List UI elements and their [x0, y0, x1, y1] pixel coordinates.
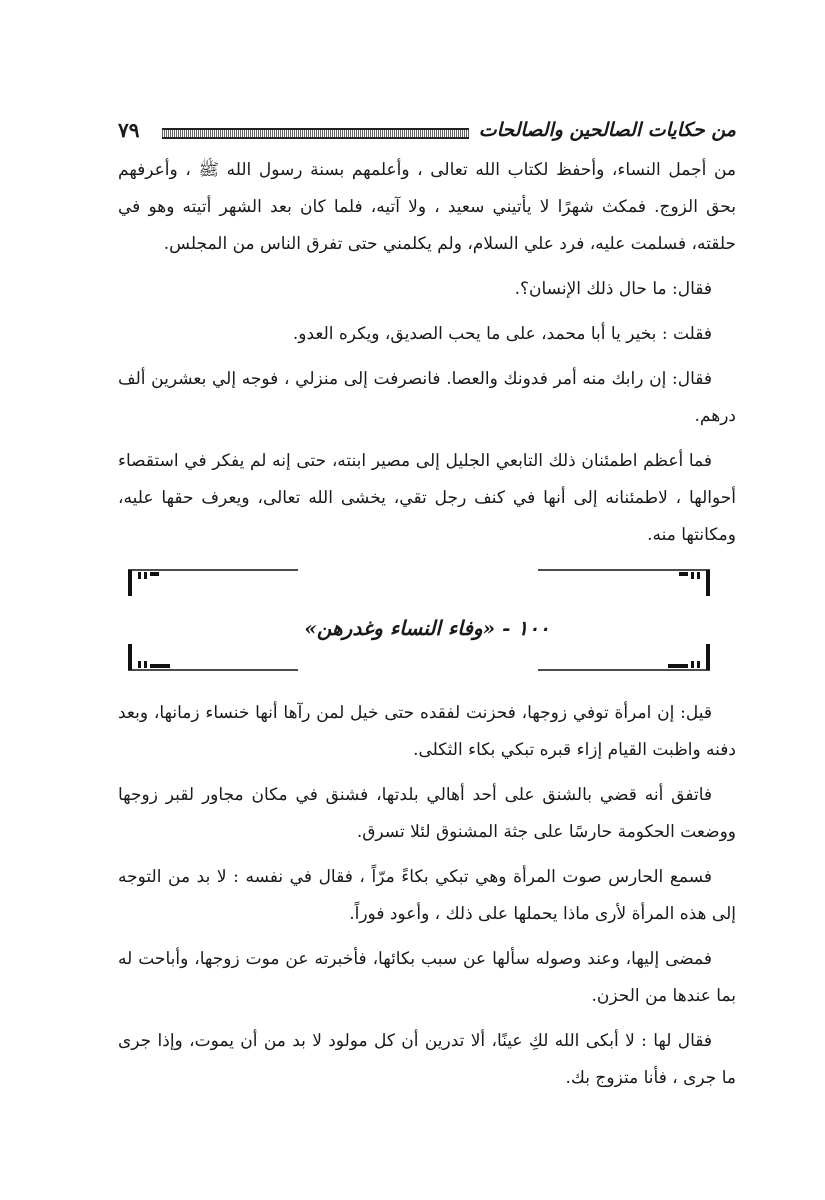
paragraph: فسمع الحارس صوت المرأة وهي تبكي بكاءً مرّاً ، فقال في نفسه : لا بد من التوجه إلى هذه المرأة لأرى ماذا يحملها على ذلك ، وأعود فوراً.: [118, 867, 736, 924]
paragraph: من أجمل النساء، وأحفظ لكتاب الله تعالى ، وأعلمهم بسنة رسول الله ﷺ ، وأعرفهم بحق الزوج. فمكث شهرًا لا يأتيني سعيد ، ولا آتيه، فلما كان بعد الشهر أتيته وهو في حلقته، فسلمت عليه، فرد علي السلام، ولم يكلمني حتى تفرق الناس من المجلس.: [118, 160, 736, 254]
paragraph: فمضى إليها، وعند وصوله سألها عن سبب بكائها، فأخبرته عن موت زوجها، وأباحت له بما عندها من الحزن.: [118, 949, 736, 1006]
paragraph: فما أعظم اطمئنان ذلك التابعي الجليل إلى مصير ابنته، حتى إنه لم يفكر في استقصاء أحوالها ، لاطمئنانه إلى أنها في كنف رجل تقي، يخشى الله تعالى، ويعرف حقها عليه، ومكانتها منه.: [118, 451, 736, 545]
paragraph: فقال لها : لا أبكى الله لكِ عينًا، ألا تدرين أن كل مولود لا بد من أن يموت، وإذا جرى ما جرى ، فأنا متزوج بك.: [118, 1031, 736, 1088]
page-number: ٧٩: [118, 118, 140, 142]
header-rule: [162, 128, 469, 139]
paragraph: فاتفق أنه قضي بالشنق على أحد أهالي بلدتها، فشنق في مكان مجاور لقبر زوجها ووضعت الحكومة حارسًا على جثة المشنوق لئلا تسرق.: [118, 785, 736, 842]
page-header: [118, 112, 736, 148]
section-number: ١٠٠: [517, 616, 550, 640]
paragraph: فقال: ما حال ذلك الإنسان؟.: [514, 279, 712, 299]
text-block-bottom: [118, 695, 736, 1097]
book-title: من حكايات الصالحين والصالحات: [478, 119, 736, 141]
section-separator: -: [502, 616, 511, 640]
text-block-top: [118, 152, 736, 554]
section-heading: [118, 608, 736, 648]
paragraph: فقلت : بخير يا أبا محمد، على ما يحب الصديق، ويكره العدو.: [292, 324, 712, 344]
section-title: «وفاء النساء وغدرهن»: [304, 616, 496, 640]
paragraph: قيل: إن امرأة توفي زوجها، فحزنت لفقده حتى خيل لمن رآها أنها خنساء زمانها، وبعد دفنه واظبت القيام إزاء قبره تبكي بكاء الثكلى.: [118, 703, 736, 760]
paragraph: فقال: إن رابك منه أمر فدونك والعصا. فانصرفت إلى منزلي ، فوجه إلي بعشرين ألف درهم.: [118, 369, 736, 426]
